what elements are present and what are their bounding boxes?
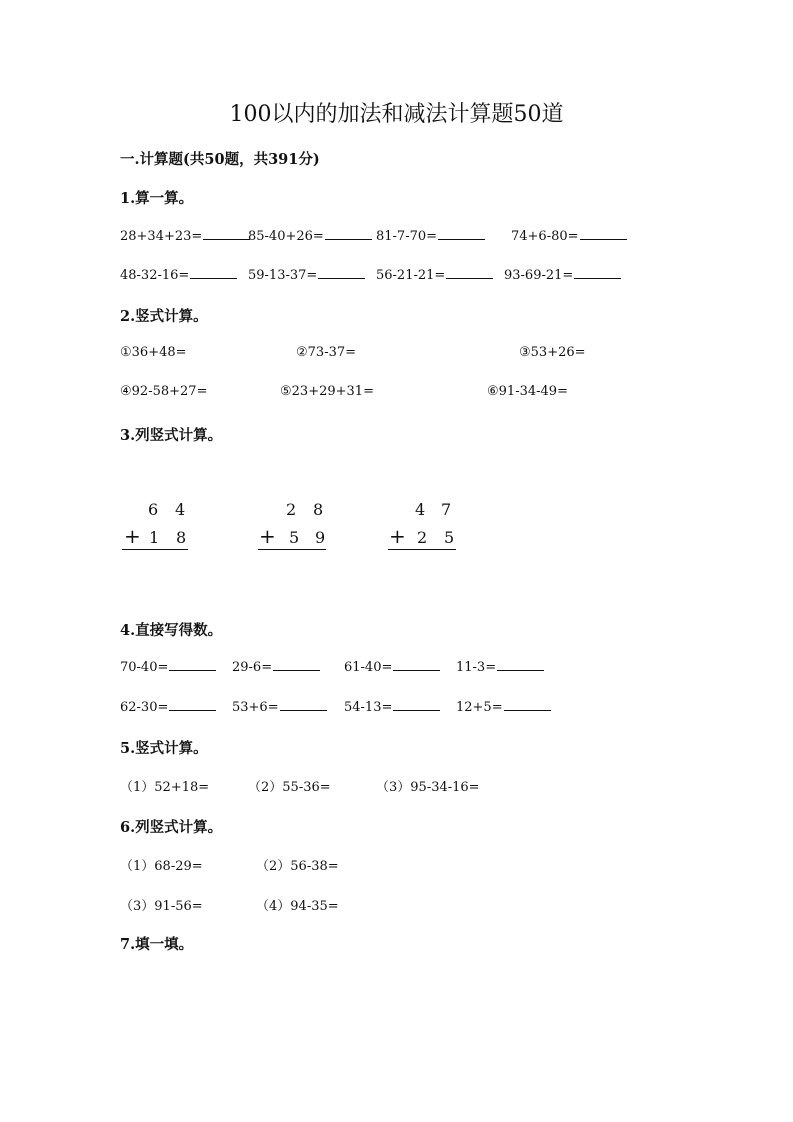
answer-blank [580,228,627,240]
q4-problem: 54-13= [344,699,440,715]
q2-item: ③53+26= [519,345,586,360]
vertical-bottom-digit: 5 [444,528,455,547]
page-title: 100以内的加法和减法计算题50道 [229,102,564,127]
answer-blank [393,699,440,711]
answer-blank [169,659,216,671]
q6-item: （2）56-38= [256,859,339,874]
answer-blank [318,267,365,279]
q6-item: （4）94-35= [256,899,339,914]
q5-item: （1）52+18= [120,780,210,795]
q1-problem: 56-21-21= [376,267,493,283]
q1-problem: 28+34+23= [120,228,250,244]
answer-blank [325,228,372,240]
q7-heading: 7.填一填。 [120,936,194,953]
vertical-top-digit: 4 [175,500,186,519]
q4-problem: 61-40= [344,659,440,675]
q2-item: ④92-58+27= [120,384,208,399]
vertical-sum-line [258,549,326,550]
vertical-top-digit: 2 [286,500,297,519]
answer-blank [438,228,485,240]
q2-item: ②73-37= [296,345,357,360]
vertical-bottom-digit: 8 [176,528,187,547]
plus-sign: + [259,524,276,548]
plus-sign: + [389,524,406,548]
q1-problem: 85-40+26= [248,228,372,244]
q3-heading: 3.列竖式计算。 [120,427,223,444]
vertical-top-digit: 4 [415,500,426,519]
q1-heading: 1.算一算。 [120,190,194,207]
q2-item: ①36+48= [120,345,187,360]
answer-blank [203,228,250,240]
q1-problem: 93-69-21= [504,267,621,283]
q1-problem: 48-32-16= [120,267,237,283]
vertical-top-digit: 6 [148,500,159,519]
vertical-sum-line [388,549,456,550]
answer-blank [504,699,551,711]
vertical-bottom-digit: 1 [149,528,160,547]
answer-blank [190,267,237,279]
vertical-sum-line [122,549,188,550]
vertical-top-digit: 7 [441,500,452,519]
q5-heading: 5.竖式计算。 [120,740,208,757]
q1-problem: 59-13-37= [248,267,365,283]
q2-heading: 2.竖式计算。 [120,308,208,325]
vertical-bottom-digit: 5 [289,528,300,547]
answer-blank [393,659,440,671]
vertical-bottom-digit: 9 [315,528,326,547]
q4-problem: 62-30= [120,699,216,715]
q6-item: （1）68-29= [120,859,203,874]
vertical-bottom-digit: 2 [417,528,428,547]
q5-item: （2）55-36= [248,780,331,795]
answer-blank [169,699,216,711]
answer-blank [280,699,327,711]
q2-item: ⑤23+29+31= [280,384,374,399]
q1-problem: 81-7-70= [376,228,485,244]
q4-problem: 53+6= [232,699,327,715]
q5-item: （3）95-34-16= [376,780,480,795]
q4-problem: 12+5= [456,699,551,715]
q4-heading: 4.直接写得数。 [120,622,223,639]
q6-heading: 6.列竖式计算。 [120,819,223,836]
q2-item: ⑥91-34-49= [487,384,568,399]
answer-blank [574,267,621,279]
q6-item: （3）91-56= [120,899,203,914]
q4-problem: 70-40= [120,659,216,675]
section-header: 一.计算题(共50题，共391分) [120,151,320,168]
q1-problem: 74+6-80= [511,228,627,244]
answer-blank [273,659,320,671]
answer-blank [497,659,544,671]
q4-problem: 29-6= [232,659,320,675]
vertical-top-digit: 8 [313,500,324,519]
q4-problem: 11-3= [456,659,544,675]
plus-sign: + [124,524,141,548]
answer-blank [446,267,493,279]
